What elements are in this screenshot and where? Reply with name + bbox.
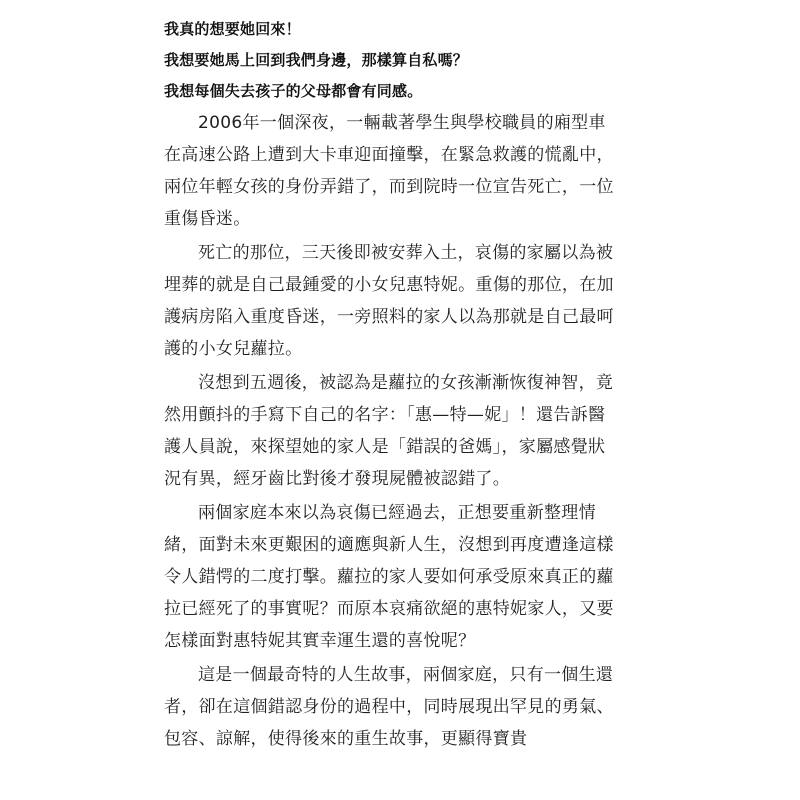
text-line: 埋葬的就是自己最鍾愛的小女兒惠特妮。重傷的那位，在加: [164, 275, 614, 295]
paragraph-burial: [164, 237, 640, 365]
paragraph-second-blow: [164, 497, 640, 657]
text-line: 包容、諒解，使得後來的重生故事，更顯得寶貴: [164, 729, 528, 749]
text-line: 護病房陷入重度昏迷，一旁照料的家人以為那就是自己最呵: [164, 307, 614, 327]
heading-line-2: 我想要她馬上回到我們身邊，那樣算自私嗎？: [164, 51, 469, 69]
paragraph-story: [164, 659, 640, 755]
text-line: 兩位年輕女孩的身份弄錯了，而到院時一位宣告死亡，一位: [164, 177, 614, 197]
paragraph-accident: [164, 107, 640, 235]
text-line: 護人員說，來探望她的家人是「錯誤的爸媽」，家屬感覺狀: [164, 437, 606, 457]
document-page: [164, 14, 640, 755]
text-line: 死亡的那位，三天後即被安葬入土，哀傷的家屬以為被: [198, 243, 614, 263]
text-line: 重傷昏迷。: [164, 209, 251, 229]
text-line: 緒，面對未來更艱困的適應與新人生，沒想到再度遭逢這樣: [164, 535, 614, 555]
text-line: 2006年一個深夜，一輛載著學生與學校職員的廂型車: [198, 113, 606, 133]
text-line: 護的小女兒蘿拉。: [164, 339, 303, 359]
heading-line-1: 我真的想要她回來！: [164, 20, 301, 38]
text-line: 怎樣面對惠特妮其實幸運生還的喜悅呢？: [164, 631, 476, 651]
text-line: 在高速公路上遭到大卡車迎面撞擊，在緊急救護的慌亂中，: [164, 145, 614, 165]
heading-line-3: 我想每個失去孩子的父母都會有同感。: [164, 82, 423, 100]
text-line: 者，卻在這個錯認身份的過程中，同時展現出罕見的勇氣、: [164, 697, 614, 717]
text-line: 令人錯愕的二度打擊。蘿拉的家人要如何承受原來真正的蘿: [164, 567, 614, 587]
text-line: 兩個家庭本來以為哀傷已經過去，正想要重新整理情: [198, 503, 596, 523]
text-line: 拉已經死了的事實呢？而原本哀痛欲絕的惠特妮家人，又要: [164, 599, 614, 619]
paragraph-awakening: [164, 367, 640, 495]
text-line: 沒想到五週後，被認為是蘿拉的女孩漸漸恢復神智，竟: [198, 373, 614, 393]
text-line: 然用顫抖的手寫下自己的名字：「惠—特—妮」！還告訴醫: [164, 405, 606, 425]
text-line: 況有異，經牙齒比對後才發現屍體被認錯了。: [164, 469, 510, 489]
text-line: 這是一個最奇特的人生故事，兩個家庭，只有一個生還: [198, 665, 614, 685]
